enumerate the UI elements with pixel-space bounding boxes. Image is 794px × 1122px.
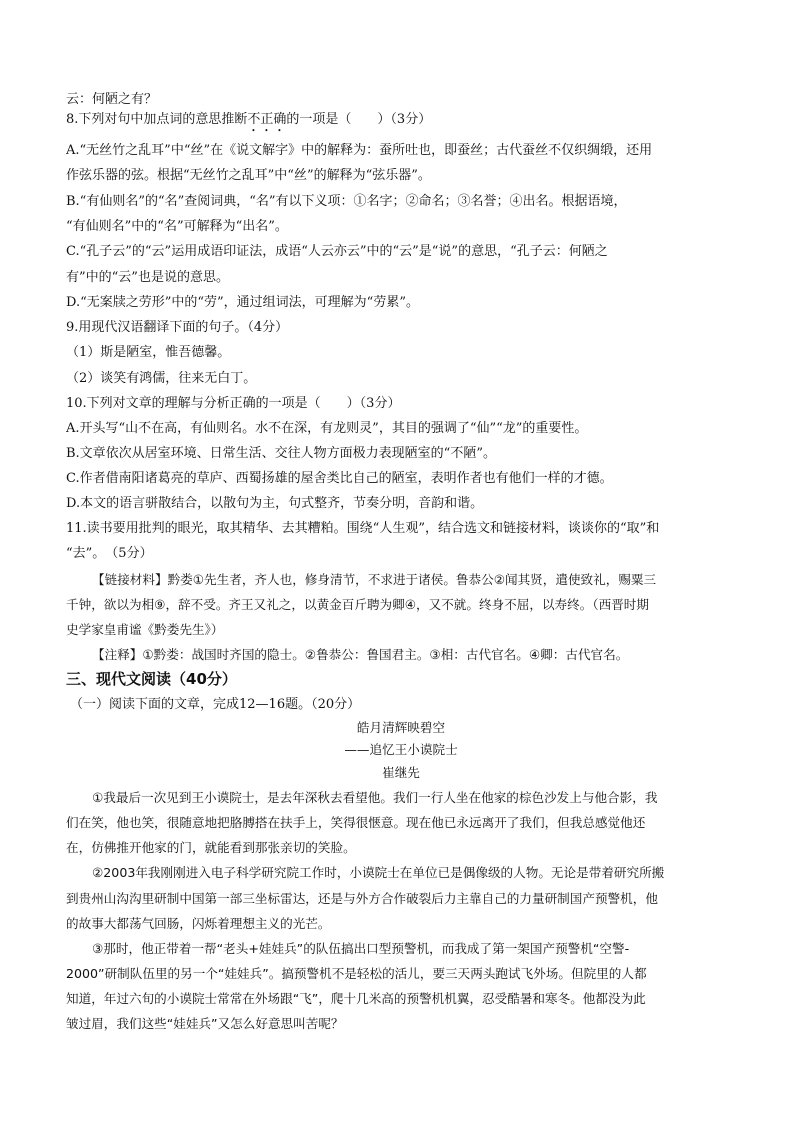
article-para3-line4: 皱过眉，我们这些“娃娃兵”又怎么好意思叫苦呢？	[66, 1016, 344, 1031]
q8-option-b-line2: “有仙则名”中的“名”可解释为“出名”。	[66, 219, 288, 234]
q9-sentence-2: （2）谈笑有鸿儒，往来无白丁。	[66, 371, 257, 386]
link-material-line2: 千钟，欲以为相⑨，辞不受。齐王又礼之，以黄金百斤聘为卿④，又不就。终身不屈，以寿终。（西晋时期	[66, 597, 649, 612]
article-para3-line2: 2000”研制队伍里的另一个“娃娃兵”。搞预警机不是轻松的活儿，要三天两头跑试飞外场。但院里的人都	[66, 966, 647, 981]
link-material-line1: 【链接材料】黔娄①先生者，齐人也，修身清节，不求进于诸侯。鲁恭公②闻其贤，遣使致礼，赐粟三	[92, 572, 657, 587]
article-para2-line3: 的故事大都荡气回肠，闪烁着理想主义的光芒。	[66, 916, 331, 931]
q11-stem-line1: 11.读书要用批判的眼光，取其精华、去其糟粕。围绕“人生观”，结合选文和链接材料，谈谈你的“取”和	[66, 521, 660, 536]
q10-option-c: C.作者借南阳诸葛亮的草庐、西蜀扬雄的屋舍类比自己的陋室，表明作者也有他们一样的才德。	[66, 471, 613, 486]
article-para2-line2: 到贵州山沟沟里研制中国第一部三坐标雷达，还是与外方合作破裂后力主靠自己的力量研制国产预警机，他	[66, 891, 658, 906]
q8-stem-emphasis: 不正确	[247, 112, 287, 127]
article-para3-line3: 知道，年过六旬的小谟院士常常在外场跟“飞”，爬十几米高的预警机机翼，忍受酷暑和寒冬。他都没为此	[66, 991, 646, 1006]
article-title: 皓月清辉映碧空	[356, 720, 446, 735]
q8-option-c-line2: 有”中的“云”也是说的意思。	[66, 270, 229, 285]
article-para3-line1: ③那时，他正带着一帮“老头+娃娃兵”的队伍搞出口型预警机，而我成了第一架国产预警机“空警-	[92, 941, 630, 956]
q10-option-b: B.文章依次从居室环境、日常生活、交往人物方面极力表现陋室的“不陋”。	[66, 446, 496, 461]
article-para2-line1: ②2003年我刚刚进入电子科学研究院工作时，小谟院士在单位已是偶像级的人物。无论是带着研究所搬	[92, 865, 665, 880]
article-para1-line1: ①我最后一次见到王小谟院士，是去年深秋去看望他。我们一行人坐在他家的棕色沙发上与他合影，我	[92, 790, 658, 805]
q8-option-a-line2: 作弦乐器的弦。根据“无丝竹之乱耳”中“丝”的解释为“弦乐器”。	[66, 168, 431, 183]
q8-stem-b: 的一项是（ ）（3分）	[286, 112, 432, 127]
q8-option-b-line1: B.“有仙则名”的“名”查阅词典，“名”有以下义项：①名字；②命名；③名誉；④出名。根据语境，	[66, 194, 627, 209]
q9-stem: 9.用现代汉语翻译下面的句子。（4分）	[66, 320, 289, 335]
article-para1-line3: 在，仿佛推开他家的门，就能看到那张亲切的笑脸。	[66, 840, 356, 855]
q10-option-d: D.本文的语言骈散结合，以散句为主，句式整齐，节奏分明，音韵和谐。	[66, 496, 484, 511]
q10-option-a: A.开头写“山不在高，有仙则名。水不在深，有龙则灵”，其目的强调了“仙”“龙”的重要性。	[66, 421, 588, 436]
q7-tail-text: 云：何陋之有？	[66, 92, 158, 107]
q8-option-d: D.“无案牍之劳形”中的“劳”，通过组词法，可理解为“劳累”。	[66, 295, 419, 310]
link-material-line3: 史学家皇甫谧《黔娄先生》）	[66, 622, 224, 637]
q11-stem-line2: “去”。 （5分）	[66, 546, 153, 561]
article-para1-line2: 们在笑，他也笑，很随意地把胳膊搭在扶手上，笑得很惬意。现在他已永远离开了我们，但我总感觉他还	[66, 815, 646, 830]
q8-stem-a: 8.下列对句中加点词的意思推断	[66, 112, 248, 127]
q10-stem: 10.下列对文章的理解与分析正确的一项是（ ）（3分）	[66, 396, 401, 411]
section-3-subheading: （一）阅读下面的文章，完成12—16题。（20分）	[70, 697, 361, 712]
q9-sentence-1: （1）斯是陋室，惟吾德馨。	[66, 345, 231, 360]
article-subtitle: ——追忆王小谟院士	[344, 742, 458, 757]
article-author: 崔继先	[382, 765, 420, 780]
annotation-note: 【注释】①黔娄：战国时齐国的隐士。②鲁恭公：鲁国君主。③相：古代官名。④卿：古代官名。	[92, 647, 629, 662]
section-3-heading: 三、现代文阅读（40分）	[66, 670, 237, 688]
q8-stem	[66, 110, 736, 135]
q8-option-a-line1: A.“无丝竹之乱耳”中“丝”在《说文解字》中的解释为：蚕所吐也，即蚕丝；古代蚕丝不仅织绸缎，还用	[66, 143, 653, 158]
q8-option-c-line1: C.“孔子云”的“云”运用成语印证法，成语“人云亦云”中的“云”是“说”的意思，“孔子云：何陋之	[66, 244, 608, 259]
